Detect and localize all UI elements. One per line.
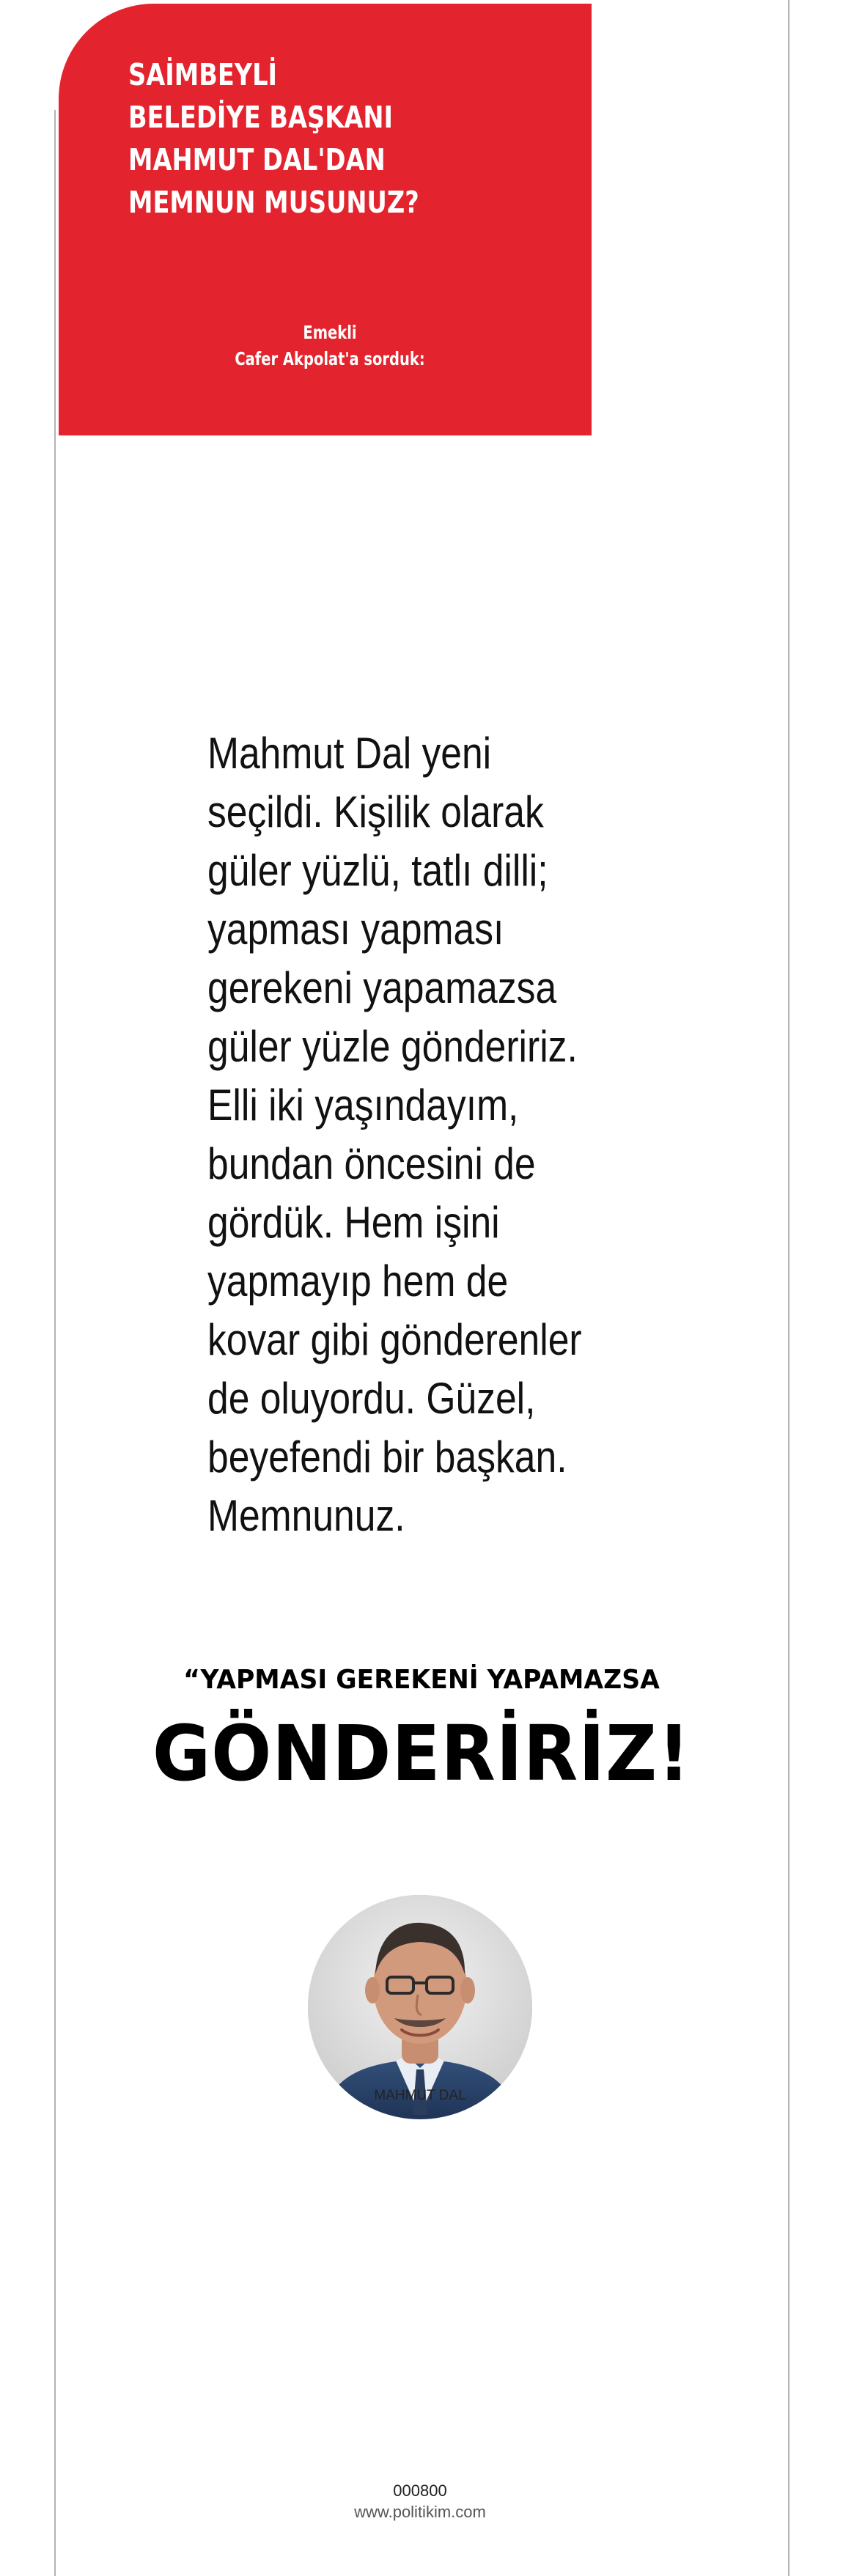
page-number: 000800 xyxy=(393,2481,447,2500)
answer-line: yapması yapması xyxy=(207,905,504,954)
answer-line: seçildi. Kişilik olarak xyxy=(207,787,544,836)
answer-line: güler yüzlü, tatlı dilli; xyxy=(207,846,548,895)
answer-line: güler yüzle göndeririz. xyxy=(207,1022,578,1071)
mayor-portrait xyxy=(308,1895,532,2119)
portrait-illustration xyxy=(308,1895,532,2119)
headline-line: SAİMBEYLİ xyxy=(128,57,278,92)
answer-line: de oluyordu. Güzel, xyxy=(207,1374,536,1423)
answer-line: Elli iki yaşındayım, xyxy=(207,1081,519,1130)
answer-line: yapmayıp hem de xyxy=(207,1256,509,1306)
pull-quote-line-1: “YAPMASI GEREKENİ YAPAMAZSA xyxy=(183,1665,660,1695)
website-link[interactable]: www.politikim.com xyxy=(354,2503,486,2521)
answer-line: beyefendi bir başkan. xyxy=(207,1432,567,1482)
answer-line: gerekeni yapamazsa xyxy=(207,963,557,1012)
headline-line: MEMNUN MUSUNUZ? xyxy=(128,185,419,220)
answer-line: kovar gibi gönderenler xyxy=(207,1315,582,1364)
answer-line: Memnunuz. xyxy=(207,1491,405,1540)
left-column-rule xyxy=(54,110,56,2576)
right-column-rule xyxy=(788,0,789,2576)
answer-text xyxy=(207,724,611,1545)
headline-question xyxy=(128,54,465,224)
interviewee-name: Cafer Akpolat'a sorduk: xyxy=(235,348,425,369)
headline-line: MAHMUT DAL'DAN xyxy=(128,142,386,177)
portrait-caption: MAHMUT DAL xyxy=(374,2088,466,2103)
answer-line: Mahmut Dal yeni xyxy=(207,729,492,778)
interviewee-occupation: Emekli xyxy=(303,322,357,343)
interviewee-label xyxy=(158,320,501,372)
answer-line: bundan öncesini de xyxy=(207,1139,536,1188)
pull-quote-line-2: GÖNDERİRİZ! xyxy=(152,1709,691,1798)
answer-line: gördük. Hem işini xyxy=(207,1198,500,1247)
headline-line: BELEDİYE BAŞKANI xyxy=(128,100,393,135)
